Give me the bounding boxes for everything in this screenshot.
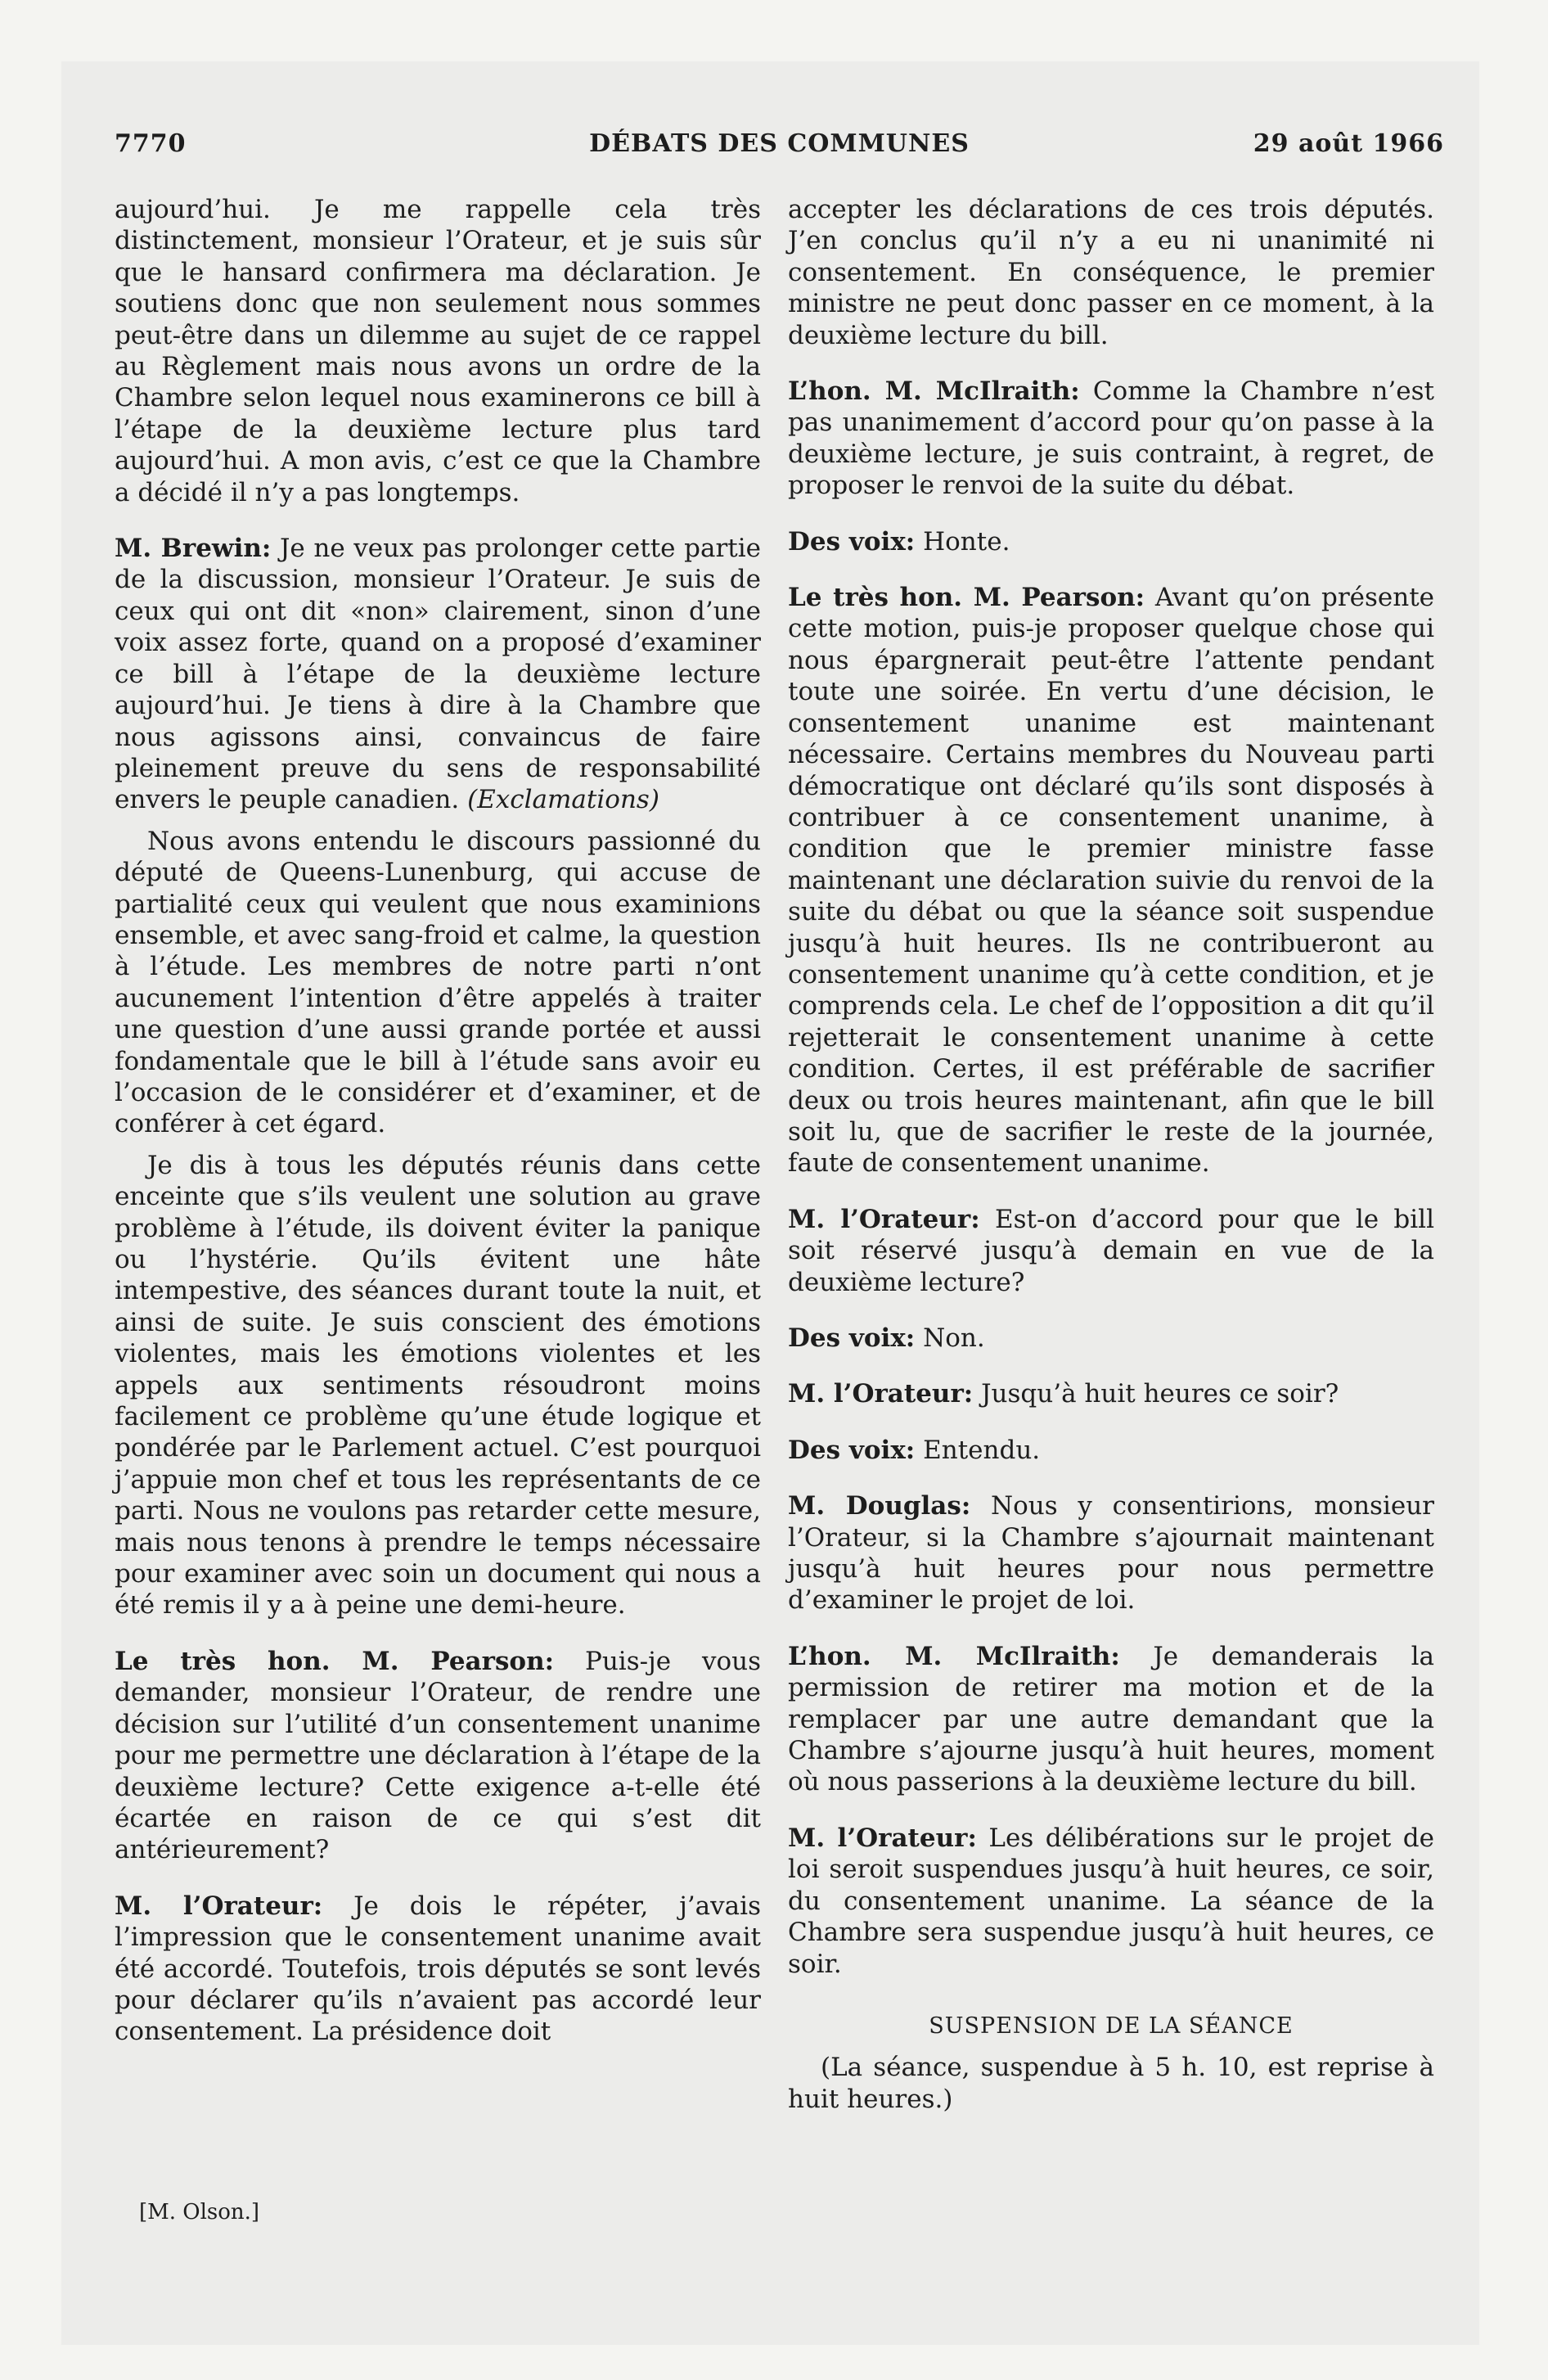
speaker-name: M. Brewin: bbox=[115, 534, 272, 564]
speech-text: Honte. bbox=[923, 526, 1010, 557]
paragraph: Nous avons entendu le discours passionné du député de Queens-Lunenburg, qui accuse de partialité ceux qui veulent que nous examinions ensemble, et avec sang-froid et calme, la question à l’étude. Les membres de notre parti n’ont aucunement l’intention d’être appelés à traiter une question d’une aussi grande portée et aussi fondamentale que le bill à l’étude sans avoir eu l’occasion de le considérer et d’examiner, et de conférer à cet égard. bbox=[115, 826, 761, 1139]
page-title: DÉBATS DES COMMUNES bbox=[589, 129, 970, 158]
speech-text: Jusqu’à huit heures ce soir? bbox=[981, 1379, 1339, 1409]
exclamations: (Exclamations) bbox=[467, 785, 659, 815]
speaker-name: M. l’Orateur: bbox=[788, 1204, 980, 1234]
speech-text: Avant qu’on présente cette motion, puis-je proposer quelque chose qui nous épargnerait peut-être l’attente pendant toute une soirée. En vertu d’une décision, le consentement unanime est maintenant nécessaire. Certains membres du Nouveau parti démocratique ont déclaré qu’ils sont disposés à contribuer à ce consentement unanime, à condition que le premier ministre fasse maintenant une déclaration suivie du renvoi de la suite du débat ou que la séance soit suspendue jusqu’à huit heures. Ils ne contribueront au consentement unanime qu’à cette condition, et je comprends cela. Le chef de l’opposition a dit qu’il rejetterait le consentement unanime à cette condition. Certes, il est préférable de sacrifier deux ou trois heures maintenant, afin que le bill soit lu, que de sacrifier le reste de la journée, faute de consentement unanime. bbox=[788, 583, 1435, 1179]
speaker-name: M. Douglas: bbox=[788, 1491, 971, 1521]
paragraph-orateur bbox=[788, 1378, 1434, 1409]
speech-text: Est-on d’accord pour que le bill soit réservé jusqu’à demain en vue de la deuxième lecture? bbox=[788, 1204, 1434, 1297]
speaker-name: L’hon. M. McIlraith: bbox=[788, 1641, 1120, 1671]
section-heading: SUSPENSION DE LA SÉANCE bbox=[929, 2013, 1294, 2039]
left-column bbox=[115, 194, 761, 2072]
speaker-name: L’hon. M. McIlraith: bbox=[788, 376, 1080, 407]
paragraph-voix bbox=[788, 1435, 1434, 1466]
paragraph-mcilraith bbox=[788, 376, 1434, 502]
speaker-name: M. l’Orateur: bbox=[115, 1891, 323, 1921]
speaker-name: Le très hon. M. Pearson: bbox=[788, 583, 1145, 613]
speaker-name: Le très hon. M. Pearson: bbox=[115, 1646, 555, 1676]
speaker-name: Des voix: bbox=[788, 1435, 916, 1465]
page-date: 29 août 1966 bbox=[1253, 129, 1444, 158]
speech-text: Je dois le répéter, j’avais l’impression que le consentement unanime avait été accordé. Toutefois, trois députés se sont levés pour déclarer qu’ils n’avaient pas accordé leur consentement. La présidence doit bbox=[115, 1891, 761, 2047]
speech-text: Nous y consentirions, monsieur l’Orateur, si la Chambre s’ajournait maintenant jusqu’à huit heures pour nous permettre d’examiner le projet de loi. bbox=[788, 1491, 1434, 1616]
speaker-name: M. l’Orateur: bbox=[788, 1823, 977, 1853]
speech-text: Je ne veux pas prolonger cette partie de la discussion, monsieur l’Orateur. Je suis de ceux qui ont dit «non» clairement, sinon d’une voix assez forte, quand on a proposé d’examiner ce bill à l’étape de la deuxième lecture aujourd’hui. Je tiens à dire à la Chambre que nous agissons ainsi, convaincus de faire pleinement preuve du sens de responsabilité envers le peuple canadien. bbox=[115, 534, 761, 815]
speech-text: Puis-je vous demander, monsieur l’Orateur, de rendre une décision sur l’utilité d’un consentement unanime pour me permettre une déclaration à l’étape de la deuxième lecture? Cette exigence a-t-elle été écartée en raison de ce qui s’est dit antérieurement? bbox=[115, 1646, 762, 1865]
paragraph: Je dis à tous les députés réunis dans cette enceinte que s’ils veulent une solution au grave problème à l’étude, ils doivent éviter la panique ou l’hystérie. Qu’ils évitent une hâte intempestive, des séances durant toute la nuit, et ainsi de suite. Je suis conscient des émotions violentes, mais les émotions violentes et les appels aux sentiments résoudront moins facilement ce problème qu’une étude logique et pondérée par le Parlement actuel. C’est pourquoi j’appuie mon chef et tous les représentants de ce parti. Nous ne voulons pas retarder cette mesure, mais nous tenons à prendre le temps nécessaire pour examiner avec soin un document qui nous a été remis il y a à peine une demi-heure. bbox=[115, 1150, 761, 1620]
page-number: 7770 bbox=[115, 129, 187, 158]
right-column bbox=[788, 194, 1434, 2139]
paragraph-orateur bbox=[788, 1204, 1434, 1298]
paragraph-brewin bbox=[115, 533, 761, 816]
speech-text: Entendu. bbox=[923, 1435, 1041, 1465]
speaker-name: M. l’Orateur: bbox=[788, 1379, 974, 1409]
paragraph-voix bbox=[788, 1323, 1434, 1354]
speaker-name: Des voix: bbox=[788, 1323, 916, 1353]
speech-text: Les délibérations sur le projet de loi seroit suspendues jusqu’à huit heures, ce soir, du consentement unanime. La séance de la Chambre sera suspendue jusqu’à huit heures, ce soir. bbox=[788, 1823, 1434, 1979]
paragraph-orateur bbox=[788, 1823, 1434, 1980]
paragraph-mcilraith bbox=[788, 1641, 1434, 1798]
paragraph-douglas bbox=[788, 1490, 1434, 1616]
speech-text: Non. bbox=[923, 1323, 985, 1353]
footer-reference: [M. Olson.] bbox=[139, 2200, 260, 2224]
paragraph-pearson bbox=[788, 582, 1434, 1179]
paragraph-pearson bbox=[115, 1646, 761, 1866]
paragraph: accepter les déclarations de ces trois députés. J’en conclus qu’il n’y a eu ni unanimité ni consentement. En conséquence, le premier ministre ne peut donc passer en ce moment, à la deuxième lecture du bill. bbox=[788, 195, 1434, 350]
paragraph: aujourd’hui. Je me rappelle cela très distinctement, monsieur l’Orateur, et je suis sûr que le hansard confirmera ma déclaration. Je soutiens donc que non seulement nous sommes peut-être dans un dilemme au sujet de ce rappel au Règlement mais nous avons un ordre de la Chambre selon lequel nous examinerons ce bill à l’étape de la deuxième lecture plus tard aujourd’hui. A mon avis, c’est ce que la Chambre a décidé il n’y a pas longtemps. bbox=[115, 195, 761, 507]
speech-text: Comme la Chambre n’est pas unanimement d’accord pour qu’on passe à la deuxième lecture, je suis contraint, à regret, de proposer le renvoi de la suite du débat. bbox=[788, 376, 1434, 501]
paragraph-voix bbox=[788, 526, 1434, 557]
paragraph-orateur bbox=[115, 1891, 761, 2048]
page-header bbox=[115, 129, 1444, 169]
speaker-name: Des voix: bbox=[788, 526, 916, 557]
procedural-note: (La séance, suspendue à 5 h. 10, est reprise à huit heures.) bbox=[788, 2053, 1434, 2114]
speech-text: Je demanderais la permission de retirer ma motion et de la remplacer par une autre demandant que la Chambre s’ajourne jusqu’à huit heures, moment où nous passerions à la deuxième lecture du bill. bbox=[788, 1641, 1434, 1797]
